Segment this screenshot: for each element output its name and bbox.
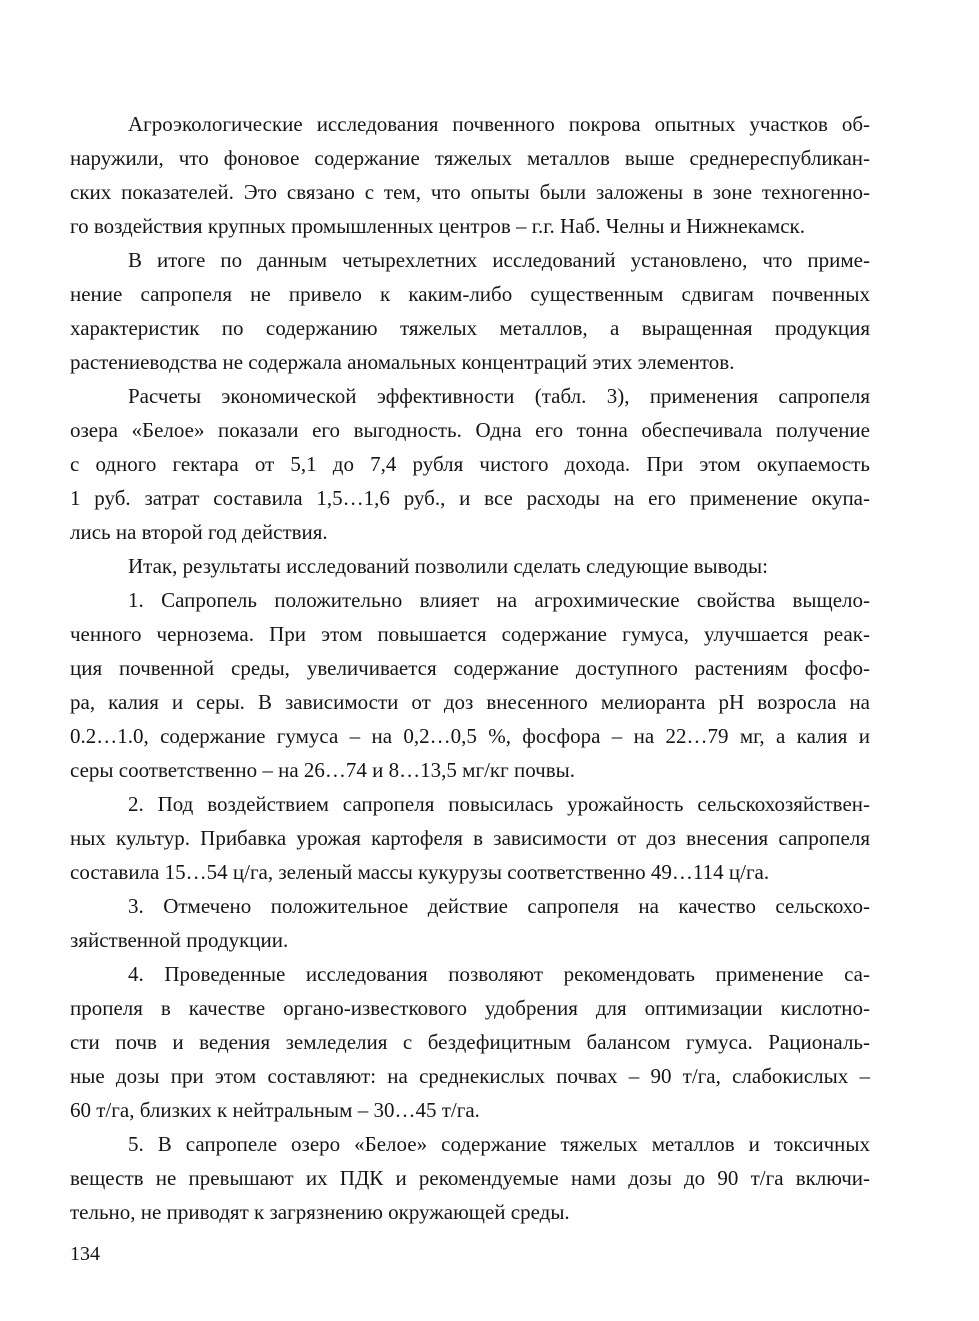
text-line: го воздействия крупных промышленных центров – г.г. Наб. Челны и Нижнекамск. [70,214,805,238]
text-line: Итак, результаты исследований позволили сделать следующие выводы: [128,554,768,578]
text-line: наружили, что фоновое содержание тяжелых металлов выше среднереспубликан- [70,146,870,170]
conclusion-item-1 [70,583,870,787]
paragraph-conclusions-intro [70,549,870,583]
conclusion-item-5 [70,1127,870,1229]
text-line: ция почвенной среды, увеличивается содержание доступного растениям фосфо- [70,656,870,680]
text-line: пропеля в качестве органо-известкового удобрения для оптимизации кислотно- [70,996,870,1020]
paragraph-economics [70,379,870,549]
text-line: ра, калия и серы. В зависимости от доз внесенного мелиоранта pH возросла на [70,690,870,714]
text-line: озера «Белое» показали его выгодность. Одна его тонна обеспечивала получение [70,418,870,442]
text-line: 2. Под воздействием сапропеля повысилась урожайность сельскохозяйствен- [128,792,870,816]
text-line: с одного гектара от 5,1 до 7,4 рубля чистого дохода. При этом окупаемость [70,452,870,476]
text-line: характеристик по содержанию тяжелых металлов, а выращенная продукция [70,316,870,340]
text-line: В итоге по данным четырехлетних исследований установлено, что приме- [128,248,870,272]
text-line: зяйственной продукции. [70,928,289,952]
text-line: Агроэкологические исследования почвенного покрова опытных участков об- [128,112,870,136]
text-line: Расчеты экономической эффективности (табл. 3), применения сапропеля [128,384,870,408]
conclusion-item-3 [70,889,870,957]
text-line: 3. Отмечено положительное действие сапропеля на качество сельскохо- [128,894,870,918]
text-line: составила 15…54 ц/га, зеленый массы кукурузы соответственно 49…114 ц/га. [70,860,770,884]
text-line: 1 руб. затрат составила 1,5…1,6 руб., и все расходы на его применение окупа- [70,486,870,510]
text-line: ных культур. Прибавка урожая картофеля в зависимости от доз внесения сапропеля [70,826,870,850]
text-line: 60 т/га, близких к нейтральным – 30…45 т/га. [70,1098,480,1122]
text-line: серы соответственно – на 26…74 и 8…13,5 мг/кг почвы. [70,758,575,782]
text-line: 1. Сапропель положительно влияет на агрохимические свойства выщело- [128,588,870,612]
text-line: нение сапропеля не привело к каким-либо существенным сдвигам почвенных [70,282,870,306]
text-line: лись на второй год действия. [70,520,328,544]
paragraph-intro [70,107,870,243]
text-line: 0.2…1.0, содержание гумуса – на 0,2…0,5 %, фосфора – на 22…79 мг, а калия и [70,724,870,748]
text-line: 4. Проведенные исследования позволяют рекомендовать применение са- [128,962,870,986]
text-line: ченного чернозема. При этом повышается содержание гумуса, улучшается реак- [70,622,870,646]
text-line: ских показателей. Это связано с тем, что опыты были заложены в зоне техногенно- [70,180,870,204]
page-body [70,107,870,1229]
text-line: сти почв и ведения земледелия с бездефицитным балансом гумуса. Рациональ- [70,1030,870,1054]
conclusion-item-2 [70,787,870,889]
text-line: тельно, не приводят к загрязнению окружающей среды. [70,1200,570,1224]
text-line: ные дозы при этом составляют: на среднекислых почвах – 90 т/га, слабокислых – [70,1064,870,1088]
page-number: 134 [70,1243,100,1265]
text-line: веществ не превышают их ПДК и рекомендуемые нами дозы до 90 т/га включи- [70,1166,870,1190]
paragraph-results [70,243,870,379]
text-line: растениеводства не содержала аномальных концентраций этих элементов. [70,350,735,374]
conclusion-item-4 [70,957,870,1127]
text-line: 5. В сапропеле озеро «Белое» содержание тяжелых металлов и токсичных [128,1132,870,1156]
